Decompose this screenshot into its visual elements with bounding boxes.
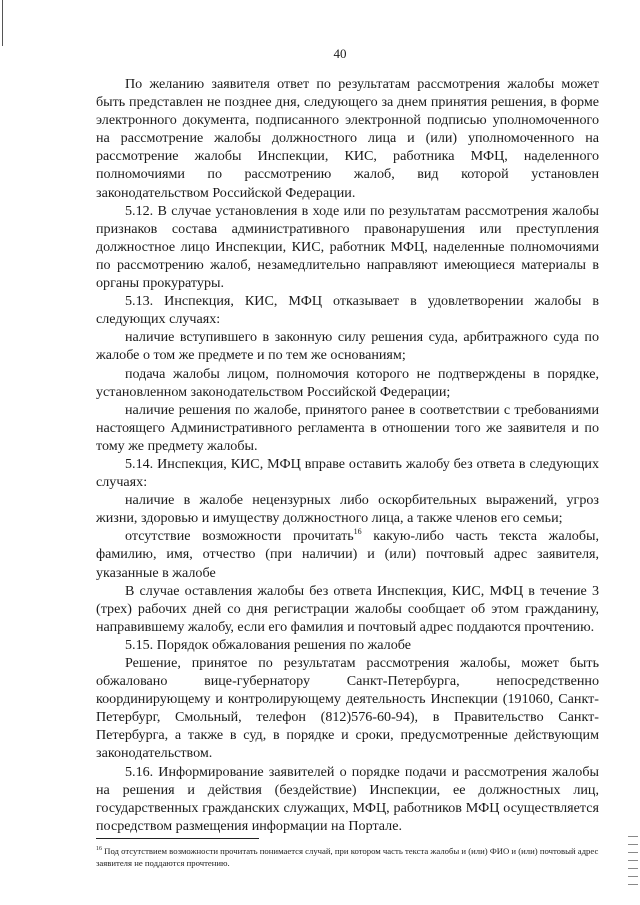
paragraph-refusal-unconfirmed-authority: подача жалобы лицом, полномочия которого не подтверждены в порядке, установленном законодательством Российской Федерации;	[96, 365, 599, 400]
scan-margin-marks	[628, 836, 638, 892]
paragraph-5-16: 5.16. Информирование заявителей о порядке подачи и рассмотрения жалобы на решения и действия (бездействие) Инспекции, ее должностных лиц, государственных гражданских служащих, МФЦ, работников МФЦ осуществляется посредством размещения информации на Портале.	[96, 763, 599, 834]
margin-mark	[628, 868, 638, 869]
margin-mark	[628, 884, 638, 885]
scan-edge-line	[2, 0, 3, 46]
footnote-marker: 16	[96, 846, 102, 852]
margin-mark	[628, 844, 638, 845]
document-body	[96, 75, 599, 835]
paragraph-no-answer-notification: В случае оставления жалобы без ответа Инспекция, КИС, МФЦ в течение 3 (трех) рабочих дней со дня регистрации жалобы сообщает об этом гражданину, направившему жалобу, если его фамилия и почтовый адрес поддаются прочтению.	[96, 582, 599, 635]
paragraph-obscene-language: наличие в жалобе нецензурных либо оскорбительных выражений, угроз жизни, здоровью и имуществу должностного лица, а также членов его семьи;	[96, 492, 599, 527]
paragraph-refusal-court-decision: наличие вступившего в законную силу решения суда, арбитражного суда по жалобе о том же предмете и по тем же основаниям;	[96, 329, 599, 364]
footnote-separator	[96, 838, 259, 839]
paragraph-refusal-prior-decision: наличие решения по жалобе, принятого ранее в соответствии с требованиями настоящего Административного регламента в отношении того же заявителя и по тому же предмету жалобы.	[96, 401, 599, 454]
paragraph-appeal-procedure: Решение, принятое по результатам рассмотрения жалобы, может быть обжаловано вице-губернатору Санкт-Петербурга, непосредственно координирующему и контролирующему деятельность Инспекции (191060, Санкт-Петербург, Смольный, телефон (812)576-60-94), в Правительство Санкт-Петербурга, а также в суд, в порядке и сроки, предусмотренные действующим законодательством.	[96, 655, 599, 762]
footnote	[96, 845, 599, 869]
paragraph-unreadable	[96, 527, 599, 581]
margin-mark	[628, 852, 638, 853]
paragraph-5-15: 5.15. Порядок обжалования решения по жалобе	[125, 636, 411, 653]
margin-mark	[628, 876, 638, 877]
paragraph-5-13: 5.13. Инспекция, КИС, МФЦ отказывает в удовлетворении жалобы в следующих случаях:	[96, 293, 599, 328]
unreadable-text-end: какую-либо часть текста жалобы, фамилию, имя, отчество (при наличии) и (или) почтовый адрес заявителя, указанные в жалобе	[96, 528, 599, 581]
paragraph-answer-electronic-form: По желанию заявителя ответ по результатам рассмотрения жалобы может быть представлен не позднее дня, следующего за днем принятия решения, в форме электронного документа, подписанного электронной подписью уполномоченного на рассмотрение жалобы должностного лица и (или) уполномоченного на рассмотрение жалобы Инспекции, КИС, работника МФЦ, наделенного полномочиями по рассмотрению жалоб, вид которой установлен законодательством Российской Федерации.	[96, 76, 599, 201]
page-number: 40	[333, 46, 347, 61]
paragraph-5-14: 5.14. Инспекция, КИС, МФЦ вправе оставить жалобу без ответа в следующих случаях:	[96, 455, 599, 491]
margin-mark	[628, 860, 638, 861]
footnote-text: Под отсутствием возможности прочитать понимается случай, при котором часть текста жалобы и (или) ФИО и (или) почтовый адрес заявителя не поддаются прочтению.	[96, 846, 599, 868]
paragraph-5-12: 5.12. В случае установления в ходе или по результатам рассмотрения жалобы признаков состава административного правонарушения или преступления должностное лицо Инспекции, КИС, работник МФЦ, наделенные полномочиями по рассмотрению жалоб, незамедлительно направляют имеющиеся материалы в органы прокуратуры.	[96, 202, 599, 292]
unreadable-text-start: отсутствие возможности прочитать	[125, 528, 354, 545]
footnote-reference: 16	[353, 527, 362, 537]
margin-mark	[628, 836, 638, 837]
